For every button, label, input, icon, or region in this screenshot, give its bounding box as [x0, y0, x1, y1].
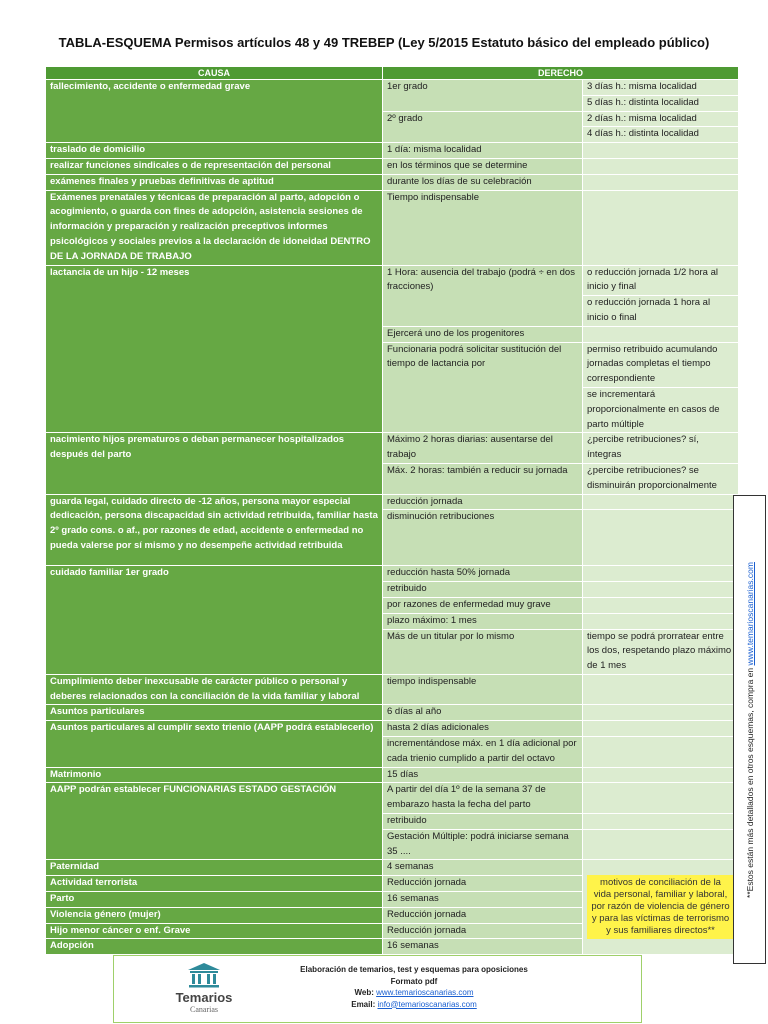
table-header: [46, 67, 739, 80]
table-row: [46, 860, 739, 876]
detalle-cell: ¿percibe retribuciones? se disminuirán proporcionalmente: [583, 463, 739, 494]
derecho-cell: Ejercerá uno de los progenitores: [383, 326, 583, 342]
derecho-cell: plazo máximo: 1 mes: [383, 613, 583, 629]
temarios-logo: [164, 962, 244, 1018]
derecho-cell: reducción hasta 50% jornada: [383, 566, 583, 582]
detalle-cell: [583, 721, 739, 737]
derecho-cell: en los términos que se determine: [383, 158, 583, 174]
detalle-cell: [583, 705, 739, 721]
email-label: Email:: [351, 999, 378, 1009]
detalle-cell: 3 días h.: misma localidad: [583, 80, 739, 96]
causa-cell: Exámenes prenatales y técnicas de preparación al parto, adopción o acogimiento, o guarda con fines de adopción, asistencia sesiones de información y preparación y realización preceptivos informes psicológicos y sociales previos a la declaración de idoneidad DENTRO DE LA JORNADA DE TRABAJO: [46, 190, 383, 265]
detalle-cell: tiempo se podrá prorratear entre los dos, respetando plazo máximo de 1 mes: [583, 629, 739, 674]
detalle-cell: [583, 814, 739, 830]
table-row: [46, 190, 739, 265]
detalle-cell: 4 días h.: distinta localidad: [583, 127, 739, 143]
derecho-cell: reducción jornada: [383, 494, 583, 510]
footer-line1: Elaboración de temarios, test y esquemas para oposiciones: [300, 965, 528, 974]
side-note-text: **Estos están más detallados en otros esquemas, compra en: [744, 664, 755, 898]
causa-cell: Matrimonio: [46, 767, 383, 783]
side-note: [745, 562, 755, 898]
causa-cell: nacimiento hijos prematuros o deban permanecer hospitalizados después del parto: [46, 433, 383, 494]
detalle-cell: o reducción jornada 1 hora al inicio o final: [583, 296, 739, 327]
detalle-cell: [583, 494, 739, 510]
web-label: Web:: [354, 988, 377, 997]
derecho-cell: Reducción jornada: [383, 907, 583, 923]
derecho-cell: A partir del día 1º de la semana 37 de embarazo hasta la fecha del parto: [383, 783, 583, 814]
detalle-cell: o reducción jornada 1/2 hora al inicio y final: [583, 265, 739, 296]
header-causa: CAUSA: [46, 67, 383, 80]
table-row: [46, 783, 739, 814]
detalle-cell: [583, 767, 739, 783]
derecho-cell: 4 semanas: [383, 860, 583, 876]
email-link[interactable]: info@temarioscanarias.com: [377, 999, 477, 1009]
table-row: [46, 80, 739, 96]
derecho-cell: Más de un titular por lo mismo: [383, 629, 583, 674]
detalle-cell: 5 días h.: distinta localidad: [583, 95, 739, 111]
detalle-cell: ¿percibe retribuciones? sí, íntegras: [583, 433, 739, 464]
derecho-cell: 1 Hora: ausencia del trabajo (podrá ÷ en dos fracciones): [383, 265, 583, 326]
table-row: [46, 158, 739, 174]
web-link[interactable]: www.temarioscanarias.com: [376, 988, 474, 997]
permisos-table: [45, 66, 739, 955]
detalle-cell: [583, 597, 739, 613]
derecho-cell: hasta 2 días adicionales: [383, 721, 583, 737]
derecho-cell: durante los días de su celebración: [383, 174, 583, 190]
derecho-cell: Reducción jornada: [383, 876, 583, 892]
detalle-cell: [583, 174, 739, 190]
detalle-cell: permiso retribuido acumulando jornadas completas el tiempo correspondiente: [583, 342, 739, 387]
conciliacion-note: motivos de conciliación de la vida personal, familiar y laboral, por razón de violencia de género y para las víctimas de terrorismo y sus familiares directos**: [587, 875, 734, 939]
table-row: [46, 143, 739, 159]
table-row: [46, 265, 739, 296]
derecho-cell: Reducción jornada: [383, 923, 583, 939]
causa-cell: Hijo menor cáncer o enf. Grave: [46, 923, 383, 939]
footer-line2: Formato pdf: [390, 976, 438, 986]
table-row: [46, 674, 739, 705]
derecho-cell: incrementándose máx. en 1 día adicional por cada trienio cumplido a partir del octavo: [383, 737, 583, 768]
causa-cell: cuidado familiar 1er grado: [46, 566, 383, 675]
detalle-cell: [583, 143, 739, 159]
derecho-cell: 15 días: [383, 767, 583, 783]
derecho-cell: 1 día: misma localidad: [383, 143, 583, 159]
causa-cell: Adopción: [46, 939, 383, 955]
table-row: [46, 705, 739, 721]
footer: [113, 955, 642, 1023]
table-row: [46, 767, 739, 783]
detalle-cell: [583, 190, 739, 265]
header-derecho: DERECHO: [383, 67, 739, 80]
table-row: [46, 566, 739, 582]
brand-sub: Canarias: [190, 1005, 218, 1014]
detalle-cell: [583, 613, 739, 629]
causa-cell: Asuntos particulares: [46, 705, 383, 721]
derecho-cell: Tiempo indispensable: [383, 190, 583, 265]
derecho-cell: 16 semanas: [383, 892, 583, 908]
detalle-cell: se incrementará proporcionalmente en casos de parto múltiple: [583, 387, 739, 432]
brand-name: Temarios: [175, 990, 233, 1005]
footer-text: [264, 964, 564, 1010]
derecho-cell: Funcionaria podrá solicitar sustitución del tiempo de lactancia por: [383, 342, 583, 433]
table-row: [46, 433, 739, 464]
causa-cell: lactancia de un hijo - 12 meses: [46, 265, 383, 433]
causa-cell: exámenes finales y pruebas definitivas de aptitud: [46, 174, 383, 190]
derecho-cell: Máx. 2 horas: también a reducir su jornada: [383, 463, 583, 494]
detalle-cell: [583, 737, 739, 768]
table-row: [46, 174, 739, 190]
causa-cell: Actividad terrorista: [46, 876, 383, 892]
causa-cell: Paternidad: [46, 860, 383, 876]
derecho-cell: 1er grado: [383, 80, 583, 112]
detalle-cell: [583, 674, 739, 705]
causa-cell: Violencia género (mujer): [46, 907, 383, 923]
causa-cell: fallecimiento, accidente o enfermedad grave: [46, 80, 383, 143]
detalle-cell: [583, 829, 739, 860]
side-note-box: [733, 495, 766, 964]
causa-cell: AAPP podrán establecer FUNCIONARIAS ESTADO GESTACIÓN: [46, 783, 383, 860]
causa-cell: guarda legal, cuidado directo de -12 años, persona mayor especial dedicación, persona discapacidad sin actividad retribuida, familiar hasta 2º grado cons. o af., por razones de edad, accidente o enfermedad no pueda valerse por sí mismo y no desempeñe actividad retribuida: [46, 494, 383, 566]
derecho-cell: 6 días al año: [383, 705, 583, 721]
detalle-cell: [583, 783, 739, 814]
derecho-cell: por razones de enfermedad muy grave: [383, 597, 583, 613]
derecho-cell: 16 semanas: [383, 939, 583, 955]
derecho-cell: Gestación Múltiple: podrá iniciarse semana 35 ....: [383, 829, 583, 860]
table-row: [46, 721, 739, 737]
detalle-cell: [583, 582, 739, 598]
detalle-cell: [583, 326, 739, 342]
causa-cell: Parto: [46, 892, 383, 908]
derecho-cell: retribuido: [383, 582, 583, 598]
detalle-cell: [583, 566, 739, 582]
temple-icon: [187, 962, 221, 988]
causa-cell: realizar funciones sindicales o de representación del personal: [46, 158, 383, 174]
causa-cell: Asuntos particulares al cumplir sexto trienio (AAPP podrá establecerlo): [46, 721, 383, 767]
table-row: [46, 494, 739, 510]
derecho-cell: tiempo indispensable: [383, 674, 583, 705]
detalle-cell: [583, 510, 739, 566]
page-title: TABLA-ESQUEMA Permisos artículos 48 y 49 TREBEP (Ley 5/2015 Estatuto básico del empleado público): [58, 35, 710, 50]
causa-cell: traslado de domicilio: [46, 143, 383, 159]
detalle-cell: 2 días h.: misma localidad: [583, 111, 739, 127]
detalle-cell: [583, 158, 739, 174]
causa-cell: Cumplimiento deber inexcusable de carácter público o personal y deberes relacionados con la conciliación de la vida familiar y laboral: [46, 674, 383, 705]
conciliacion-note-cell: [583, 860, 739, 955]
derecho-cell: Máximo 2 horas diarias: ausentarse del trabajo: [383, 433, 583, 464]
derecho-cell: 2º grado: [383, 111, 583, 143]
derecho-cell: retribuido: [383, 814, 583, 830]
derecho-cell: disminución retribuciones: [383, 510, 583, 566]
side-note-link[interactable]: www.temarioscanarias.com: [744, 561, 755, 665]
